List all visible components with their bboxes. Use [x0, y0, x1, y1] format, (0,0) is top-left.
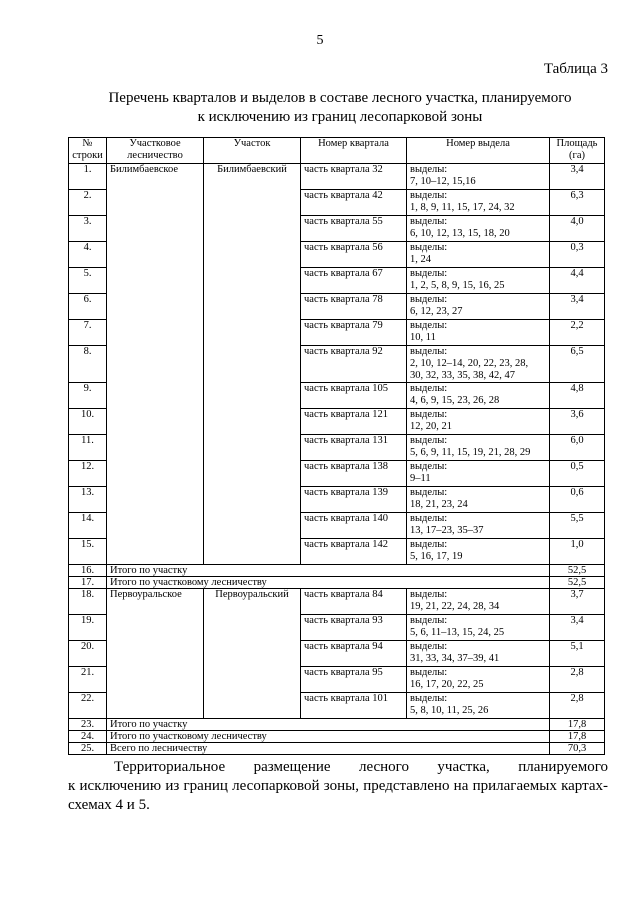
table-row	[69, 164, 605, 190]
quarters-table	[68, 137, 605, 755]
division-values: 5, 16, 17, 19	[410, 551, 463, 562]
division-label: выделы:	[410, 667, 448, 678]
area-cell: 2,8	[550, 693, 605, 719]
division-cell	[407, 242, 550, 268]
division-values: 1, 24	[410, 254, 431, 265]
title-line-1: Перечень кварталов и выделов в составе лесного участка, планируемого	[108, 90, 572, 106]
division-values: 4, 6, 9, 15, 23, 26, 28	[410, 395, 500, 406]
row-num: 23.	[69, 719, 107, 731]
row-num: 20.	[69, 641, 107, 667]
area-cell: 4,0	[550, 216, 605, 242]
division-cell	[407, 409, 550, 435]
plot-cell: Билимбаевский	[204, 164, 301, 565]
quarter-cell: часть квартала 42	[301, 190, 407, 216]
division-values: 16, 17, 20, 22, 25	[410, 679, 484, 690]
total-label: Итого по участку	[107, 565, 550, 577]
division-label: выделы:	[410, 539, 448, 550]
division-values: 31, 33, 34, 37–39, 41	[410, 653, 500, 664]
header-quarter: Номер квартала	[301, 138, 407, 164]
division-cell	[407, 513, 550, 539]
division-cell	[407, 641, 550, 667]
division-label: выделы:	[410, 268, 448, 279]
table-total-row	[69, 743, 605, 755]
total-label: Итого по участку	[107, 719, 550, 731]
page-number: 5	[316, 33, 324, 48]
division-cell	[407, 693, 550, 719]
footer-line-1: Территориальное размещение лесного участка, планируемого	[114, 759, 608, 775]
quarter-cell: часть квартала 79	[301, 320, 407, 346]
row-num: 14.	[69, 513, 107, 539]
total-label: Всего по лесничеству	[107, 743, 550, 755]
quarter-cell: часть квартала 121	[301, 409, 407, 435]
division-label: выделы:	[410, 589, 448, 600]
document-title	[60, 89, 620, 127]
row-num: 3.	[69, 216, 107, 242]
division-label: выделы:	[410, 435, 448, 446]
division-cell	[407, 383, 550, 409]
plot-cell: Первоуральский	[204, 589, 301, 719]
division-label: выделы:	[410, 383, 448, 394]
division-cell	[407, 461, 550, 487]
division-cell	[407, 667, 550, 693]
total-label: Итого по участковому лесничеству	[107, 731, 550, 743]
row-num: 24.	[69, 731, 107, 743]
header-plot: Участок	[204, 138, 301, 164]
quarter-cell: часть квартала 105	[301, 383, 407, 409]
division-cell	[407, 487, 550, 513]
footer-paragraph	[68, 758, 608, 815]
division-label: выделы:	[410, 294, 448, 305]
area-cell: 6,0	[550, 435, 605, 461]
quarter-cell: часть квартала 101	[301, 693, 407, 719]
quarter-cell: часть квартала 32	[301, 164, 407, 190]
row-num: 17.	[69, 577, 107, 589]
division-values: 9–11	[410, 473, 431, 484]
header-forestry: Участковое лесничество	[107, 138, 204, 164]
quarter-cell: часть квартала 67	[301, 268, 407, 294]
division-label: выделы:	[410, 190, 448, 201]
row-num: 11.	[69, 435, 107, 461]
row-num: 12.	[69, 461, 107, 487]
division-values: 12, 20, 21	[410, 421, 452, 432]
table-row	[69, 589, 605, 615]
division-values: 6, 10, 12, 13, 15, 18, 20	[410, 228, 510, 239]
division-values: 6, 12, 23, 27	[410, 306, 463, 317]
division-cell	[407, 216, 550, 242]
quarter-cell: часть квартала 84	[301, 589, 407, 615]
division-values: 5, 8, 10, 11, 25, 26	[410, 705, 489, 716]
division-label: выделы:	[410, 693, 448, 704]
row-num: 18.	[69, 589, 107, 615]
row-num: 2.	[69, 190, 107, 216]
area-cell: 5,1	[550, 641, 605, 667]
area-cell: 4,8	[550, 383, 605, 409]
quarter-cell: часть квартала 142	[301, 539, 407, 565]
division-cell	[407, 539, 550, 565]
forestry-cell: Первоуральское	[107, 589, 204, 719]
division-label: выделы:	[410, 216, 448, 227]
division-values: 19, 21, 22, 24, 28, 34	[410, 601, 500, 612]
quarter-cell: часть квартала 55	[301, 216, 407, 242]
row-num: 8.	[69, 346, 107, 383]
division-label: выделы:	[410, 461, 448, 472]
row-num: 25.	[69, 743, 107, 755]
table-total-row	[69, 565, 605, 577]
title-line-2: к исключению из границ лесопарковой зоны	[197, 109, 483, 125]
area-cell: 0,5	[550, 461, 605, 487]
division-label: выделы:	[410, 487, 448, 498]
area-cell: 3,6	[550, 409, 605, 435]
quarter-cell: часть квартала 56	[301, 242, 407, 268]
row-num: 7.	[69, 320, 107, 346]
header-division: Номер выдела	[407, 138, 550, 164]
quarter-cell: часть квартала 94	[301, 641, 407, 667]
division-cell	[407, 615, 550, 641]
division-label: выделы:	[410, 164, 448, 175]
row-num: 9.	[69, 383, 107, 409]
division-cell	[407, 268, 550, 294]
quarter-cell: часть квартала 92	[301, 346, 407, 383]
quarter-cell: часть квартала 140	[301, 513, 407, 539]
division-values: 7, 10–12, 15,16	[410, 176, 476, 187]
row-num: 16.	[69, 565, 107, 577]
division-values: 5, 6, 9, 11, 15, 19, 21, 28, 29	[410, 447, 531, 458]
area-cell: 70,3	[550, 743, 605, 755]
table-total-row	[69, 731, 605, 743]
header-area: Площадь (га)	[550, 138, 605, 164]
row-num: 6.	[69, 294, 107, 320]
row-num: 21.	[69, 667, 107, 693]
quarter-cell: часть квартала 95	[301, 667, 407, 693]
area-cell: 0,6	[550, 487, 605, 513]
row-num: 5.	[69, 268, 107, 294]
division-cell	[407, 164, 550, 190]
area-cell: 5,5	[550, 513, 605, 539]
row-num: 1.	[69, 164, 107, 190]
header-num: № строки	[69, 138, 107, 164]
row-num: 4.	[69, 242, 107, 268]
division-cell	[407, 294, 550, 320]
division-label: выделы:	[410, 242, 448, 253]
area-cell: 17,8	[550, 719, 605, 731]
row-num: 19.	[69, 615, 107, 641]
division-label: выделы:	[410, 615, 448, 626]
quarter-cell: часть квартала 93	[301, 615, 407, 641]
division-cell	[407, 435, 550, 461]
quarter-cell: часть квартала 138	[301, 461, 407, 487]
division-cell	[407, 320, 550, 346]
area-cell: 2,8	[550, 667, 605, 693]
table-total-row	[69, 719, 605, 731]
row-num: 15.	[69, 539, 107, 565]
division-values: 18, 21, 23, 24	[410, 499, 468, 510]
division-values: 13, 17–23, 35–37	[410, 525, 484, 536]
table-header-row	[69, 138, 605, 164]
area-cell: 2,2	[550, 320, 605, 346]
division-label: выделы:	[410, 346, 448, 357]
division-label: выделы:	[410, 513, 448, 524]
division-values: 5, 6, 11–13, 15, 24, 25	[410, 627, 505, 638]
division-values: 10, 11	[410, 332, 436, 343]
division-label: выделы:	[410, 641, 448, 652]
quarter-cell: часть квартала 131	[301, 435, 407, 461]
table-total-row	[69, 577, 605, 589]
forestry-cell: Билимбаевское	[107, 164, 204, 565]
area-cell: 3,4	[550, 164, 605, 190]
area-cell: 6,3	[550, 190, 605, 216]
area-cell: 52,5	[550, 565, 605, 577]
area-cell: 3,4	[550, 615, 605, 641]
area-cell: 6,5	[550, 346, 605, 383]
division-values: 1, 8, 9, 11, 15, 17, 24, 32	[410, 202, 515, 213]
division-cell	[407, 346, 550, 383]
row-num: 22.	[69, 693, 107, 719]
division-values: 30, 32, 33, 35, 38, 42, 47	[410, 370, 515, 381]
table-label: Таблица 3	[543, 61, 608, 77]
division-label: выделы:	[410, 320, 448, 331]
area-cell: 17,8	[550, 731, 605, 743]
division-cell	[407, 190, 550, 216]
area-cell: 52,5	[550, 577, 605, 589]
area-cell: 0,3	[550, 242, 605, 268]
row-num: 13.	[69, 487, 107, 513]
row-num: 10.	[69, 409, 107, 435]
quarter-cell: часть квартала 139	[301, 487, 407, 513]
division-values: 2, 10, 12–14, 20, 22, 23, 28,	[410, 358, 529, 369]
division-cell	[407, 589, 550, 615]
footer-line-2: к исключению из границ лесопарковой зоны, представлено на прилагаемых картах-схемах 4 и 5.	[68, 778, 608, 813]
quarter-cell: часть квартала 78	[301, 294, 407, 320]
area-cell: 1,0	[550, 539, 605, 565]
total-label: Итого по участковому лесничеству	[107, 577, 550, 589]
area-cell: 4,4	[550, 268, 605, 294]
division-label: выделы:	[410, 409, 448, 420]
area-cell: 3,7	[550, 589, 605, 615]
area-cell: 3,4	[550, 294, 605, 320]
division-values: 1, 2, 5, 8, 9, 15, 16, 25	[410, 280, 505, 291]
